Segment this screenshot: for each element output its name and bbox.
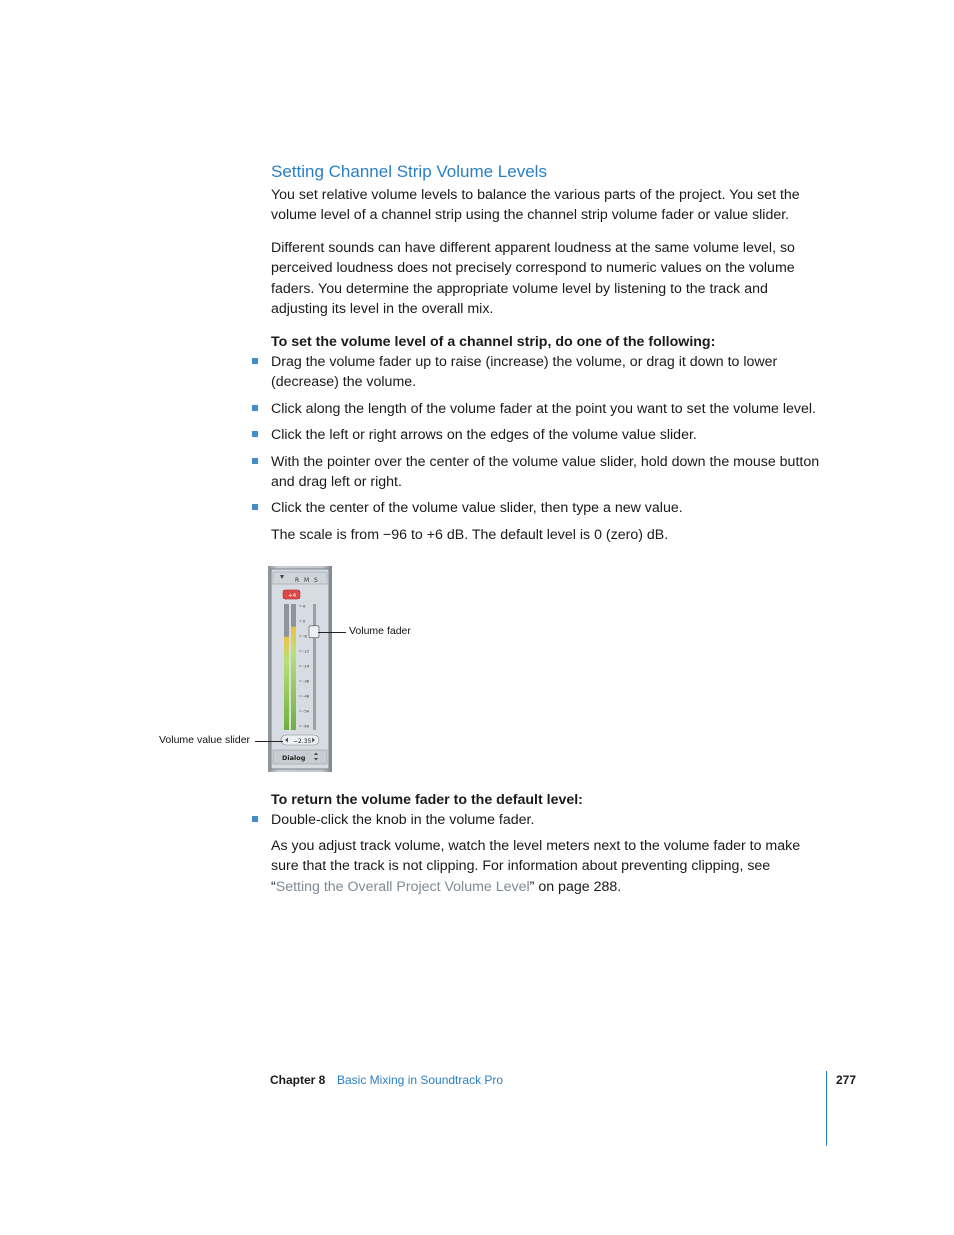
task-lead-default-level: To return the volume fader to the default level: xyxy=(271,792,583,808)
task-lead-set-volume: To set the volume level of a channel strip, do one of the following: xyxy=(271,334,716,350)
footer-rule xyxy=(826,1071,827,1146)
page-number: 277 xyxy=(836,1073,857,1087)
callout-line-slider xyxy=(255,741,283,742)
list-item-text: Click the center of the volume value slider, then type a new value. xyxy=(271,500,683,516)
list-item-text: With the pointer over the center of the volume value slider, hold down the mouse button and drag left or right. xyxy=(271,454,820,491)
section-heading: Setting Channel Strip Volume Levels xyxy=(271,162,547,181)
bullet-icon xyxy=(252,816,258,822)
channel-header-row xyxy=(273,572,327,584)
footer-chapter: Chapter 8 xyxy=(270,1073,326,1087)
intro-paragraph-1: You set relative volume levels to balance the various parts of the project. You set the volume level of a channel strip using the channel strip volume fader or value slider. xyxy=(271,187,800,224)
bullet-icon xyxy=(252,431,258,437)
level-meter-left xyxy=(284,637,289,730)
callout-volume-fader: Volume fader xyxy=(349,625,411,637)
list-item-text: Click the left or right arrows on the edges of the volume value slider. xyxy=(271,427,697,443)
callout-line-fader xyxy=(318,632,346,633)
fader-track xyxy=(313,604,316,730)
callout-volume-value-slider: Volume value slider xyxy=(159,734,251,746)
bullet-icon xyxy=(252,458,258,464)
bullet-icon xyxy=(252,405,258,411)
footer-chapter-title: Basic Mixing in Soundtrack Pro xyxy=(337,1073,504,1087)
bullet-icon xyxy=(252,358,258,364)
cross-reference-link[interactable]: Setting the Overall Project Volume Level xyxy=(275,878,530,895)
strip-name[interactable]: Dialog xyxy=(282,754,306,762)
scale-tick-label: -54 xyxy=(303,708,310,714)
scale-tick-label: 6 xyxy=(303,603,306,609)
list-item-text: Click along the length of the volume fader at the point you want to set the volume level. xyxy=(271,401,816,417)
scale-tick-label: -36 xyxy=(303,678,310,684)
bullet-icon xyxy=(252,504,258,510)
clipping-text-end: ” on page 288. xyxy=(529,878,622,895)
scale-tick-label: -60 xyxy=(303,723,310,729)
peak-value: +4 xyxy=(288,593,297,599)
scale-tick-label: -12 xyxy=(303,648,310,654)
clipping-text: As you adjust track volume, watch the level meters next to the volume fader to make sure that the track is not clipping. For information about preventing clipping, see “ xyxy=(271,838,801,895)
list-item-text: Double-click the knob in the volume fader. xyxy=(271,812,535,828)
clipping-paragraph xyxy=(271,836,823,897)
solo-button[interactable]: S xyxy=(314,577,318,584)
scale-note: The scale is from −96 to +6 dB. The default level is 0 (zero) dB. xyxy=(271,527,669,543)
record-button[interactable]: R xyxy=(295,577,300,584)
scale-tick-label: -6 xyxy=(303,633,307,639)
scale-tick-label: -24 xyxy=(303,663,310,669)
intro-paragraph-2: Different sounds can have different apparent loudness at the same volume level, so perceived loudness does not precisely correspond to numeric values on the volume faders. You determine the appropriate volume level by listening to the track and adjusting its level in the overall mix. xyxy=(271,240,795,318)
scale-tick-label: 0 xyxy=(303,618,306,624)
volume-value-readout[interactable]: −2.35 xyxy=(293,738,312,745)
scale-tick-label: -48 xyxy=(303,693,310,699)
list-item-text: Drag the volume fader up to raise (increase) the volume, or drag it down to lower (decrease) the volume. xyxy=(271,354,778,391)
level-meter-right xyxy=(291,627,296,730)
mute-button[interactable]: M xyxy=(304,577,310,584)
